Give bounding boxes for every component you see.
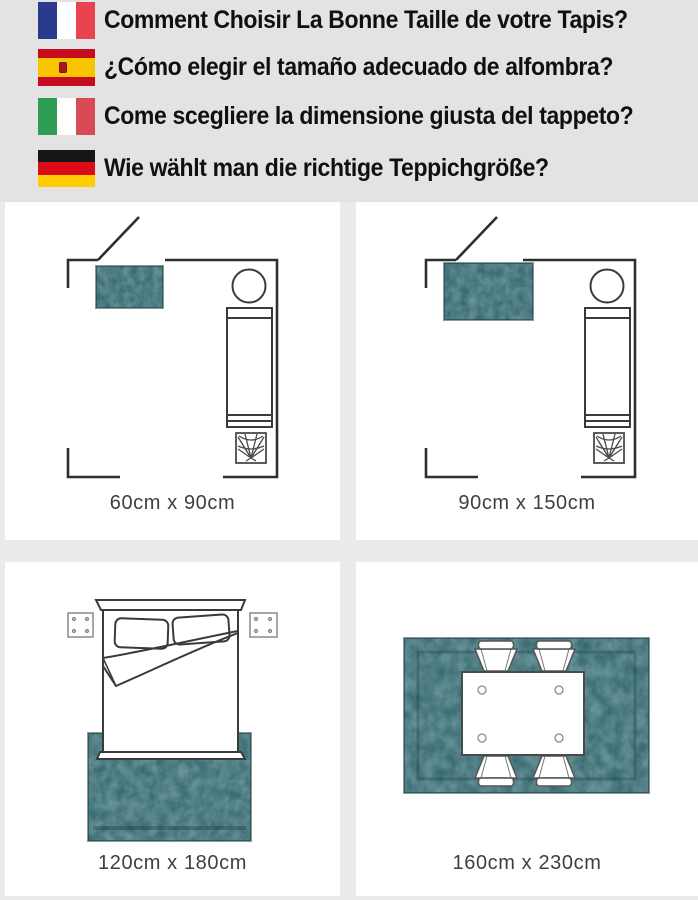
potted-plant: [236, 433, 266, 463]
italy-flag-icon: [38, 98, 95, 135]
dining-table: [462, 672, 584, 755]
header-row-spanish: [38, 49, 657, 86]
panel-rug-120x180: [5, 562, 340, 896]
nightstand-left: [68, 613, 93, 637]
france-flag-icon: [38, 2, 95, 39]
panel-rug-60x90: [5, 202, 340, 540]
bedroom-top-view: [5, 562, 340, 896]
round-side-table: [591, 270, 624, 303]
rug-60x90: [96, 266, 163, 308]
open-door-line: [456, 217, 497, 260]
title-german: Wie wählt man die richtige Teppichgröße?: [104, 154, 549, 182]
size-label: 160cm x 230cm: [452, 852, 602, 874]
title-italian: Come scegliere la dimensione giusta del tappeto?: [104, 102, 634, 130]
title-spanish: ¿Cómo elegir el tamaño adecuado de alfombra?: [104, 53, 614, 81]
header-row-german: [38, 150, 587, 187]
panel-rug-160x230: [356, 562, 698, 896]
size-label: 90cm x 150cm: [458, 492, 596, 514]
living-room-floor-plan-small-rug: [5, 202, 340, 540]
spain-coat-of-arms-icon: [59, 62, 67, 73]
potted-plant: [594, 433, 624, 463]
sofa: [227, 308, 272, 427]
panel-rug-90x150: [356, 202, 698, 540]
size-label: 120cm x 180cm: [98, 852, 247, 874]
size-label: 60cm x 90cm: [109, 492, 236, 514]
header-row-french: [38, 2, 673, 39]
rug-90x150: [444, 263, 533, 320]
round-side-table: [233, 270, 266, 303]
sofa: [585, 308, 630, 427]
header: [0, 0, 698, 202]
title-french: Comment Choisir La Bonne Taille de votre Tapis?: [104, 6, 628, 34]
open-door-line: [98, 217, 139, 260]
size-diagrams-grid: [0, 202, 698, 900]
nightstand-right: [250, 613, 277, 637]
double-bed: [96, 600, 245, 759]
germany-flag-icon: [38, 150, 95, 187]
footboard: [97, 752, 245, 759]
dining-table-top-view: [356, 562, 698, 896]
living-room-floor-plan-medium-rug: [356, 202, 698, 540]
spain-flag-icon: [38, 49, 95, 86]
header-row-italian: [38, 98, 679, 135]
headboard: [96, 600, 245, 610]
pillow-left: [114, 618, 168, 649]
